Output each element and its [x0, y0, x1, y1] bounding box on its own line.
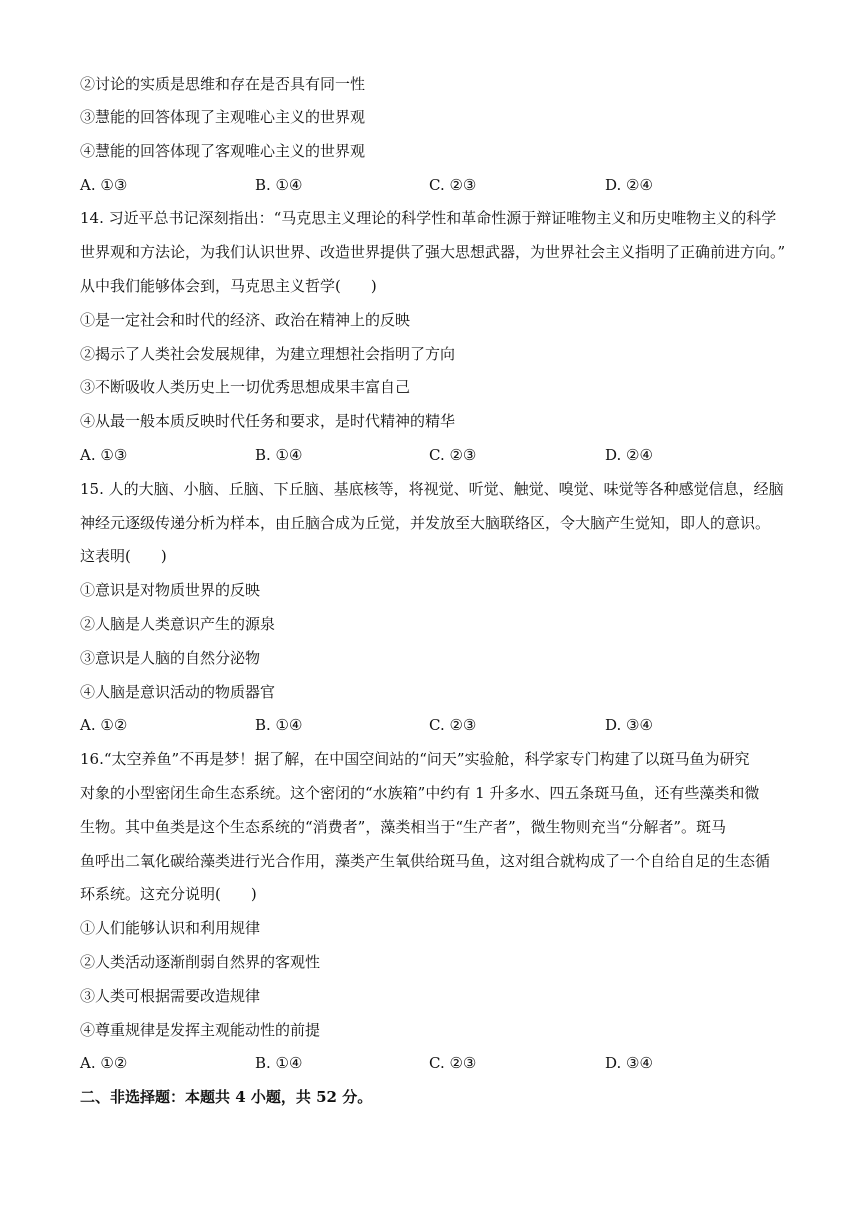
q14-options [80, 445, 800, 465]
q14-option-d[interactable]: D. ②④ [605, 446, 653, 464]
q13-statement-3: ③慧能的回答体现了主观唯心主义的世界观 [80, 108, 366, 126]
q15-option-d[interactable]: D. ③④ [605, 716, 653, 734]
q16-stem-line-3: 生物。其中鱼类是这个生态系统的“消费者”，藻类相当于“生产者”，微生物则充当“分解者”。斑马 [80, 818, 727, 836]
q16-stem-line-5: 环系统。这充分说明( ) [80, 885, 257, 903]
q15-stem-line-3: 这表明( ) [80, 547, 167, 565]
q15-option-b[interactable]: B. ①④ [255, 716, 303, 734]
q15-statement-3: ③意识是人脑的自然分泌物 [80, 649, 261, 667]
q14-statement-4: ④从最一般本质反映时代任务和要求，是时代精神的精华 [80, 412, 456, 430]
q14-option-b[interactable]: B. ①④ [255, 446, 303, 464]
q15-options [80, 715, 800, 735]
q13-option-b[interactable]: B. ①④ [255, 176, 303, 194]
q16-stem-line-4: 鱼呼出二氧化碳给藻类进行光合作用，藻类产生氧供给斑马鱼，这对组合就构成了一个自给自足的生态循 [80, 852, 771, 870]
q15-stem-line-1: 15. 人的大脑、小脑、丘脑、下丘脑、基底核等，将视觉、听觉、触觉、嗅觉、味觉等各种感觉信息，经脑 [80, 480, 784, 498]
q13-option-c[interactable]: C. ②③ [429, 176, 477, 194]
q16-statement-3: ③人类可根据需要改造规律 [80, 987, 261, 1005]
q16-stem-line-2: 对象的小型密闭生命生态系统。这个密闭的“水族箱”中约有 1 升多水、四五条斑马鱼，还有些藻类和微 [80, 784, 760, 802]
q14-option-c[interactable]: C. ②③ [429, 446, 477, 464]
q13-statement-2: ②讨论的实质是思维和存在是否具有同一性 [80, 75, 366, 93]
q14-option-a[interactable]: A. ①③ [80, 446, 128, 464]
q15-stem-line-2: 神经元逐级传递分析为样本，由丘脑合成为丘觉，并发放至大脑联络区，令大脑产生觉知，即人的意识。 [80, 514, 771, 532]
q14-stem-line-1: 14. 习近平总书记深刻指出：“马克思主义理论的科学性和革命性源于辩证唯物主义和历史唯物主义的科学 [80, 209, 777, 227]
q13-options [80, 175, 800, 195]
q16-stem-line-1: 16.“太空养鱼”不再是梦！据了解，在中国空间站的“问天”实验舱，科学家专门构建了以斑马鱼为研究 [80, 750, 750, 768]
q15-statement-4: ④人脑是意识活动的物质器官 [80, 683, 276, 701]
q16-option-b[interactable]: B. ①④ [255, 1054, 303, 1072]
q16-option-a[interactable]: A. ①② [80, 1054, 128, 1072]
q13-option-a[interactable]: A. ①③ [80, 176, 128, 194]
q14-statement-3: ③不断吸收人类历史上一切优秀思想成果丰富自己 [80, 378, 411, 396]
q15-option-c[interactable]: C. ②③ [429, 716, 477, 734]
q14-stem-line-2: 世界观和方法论，为我们认识世界、改造世界提供了强大思想武器，为世界社会主义指明了正确前进方向。” [80, 243, 786, 261]
q15-option-a[interactable]: A. ①② [80, 716, 128, 734]
q16-option-d[interactable]: D. ③④ [605, 1054, 653, 1072]
q14-statement-2: ②揭示了人类社会发展规律，为建立理想社会指明了方向 [80, 345, 456, 363]
q13-statement-4: ④慧能的回答体现了客观唯心主义的世界观 [80, 142, 366, 160]
q16-options [80, 1053, 800, 1073]
section-2-heading: 二、非选择题：本题共 4 小题，共 52 分。 [80, 1088, 373, 1106]
q16-statement-2: ②人类活动逐渐削弱自然界的客观性 [80, 953, 321, 971]
q14-statement-1: ①是一定社会和时代的经济、政治在精神上的反映 [80, 311, 411, 329]
q15-statement-1: ①意识是对物质世界的反映 [80, 581, 261, 599]
q14-stem-line-3: 从中我们能够体会到，马克思主义哲学( ) [80, 277, 377, 295]
q15-statement-2: ②人脑是人类意识产生的源泉 [80, 615, 276, 633]
q16-statement-4: ④尊重规律是发挥主观能动性的前提 [80, 1021, 321, 1039]
q16-statement-1: ①人们能够认识和利用规律 [80, 919, 261, 937]
q13-option-d[interactable]: D. ②④ [605, 176, 653, 194]
q16-option-c[interactable]: C. ②③ [429, 1054, 477, 1072]
